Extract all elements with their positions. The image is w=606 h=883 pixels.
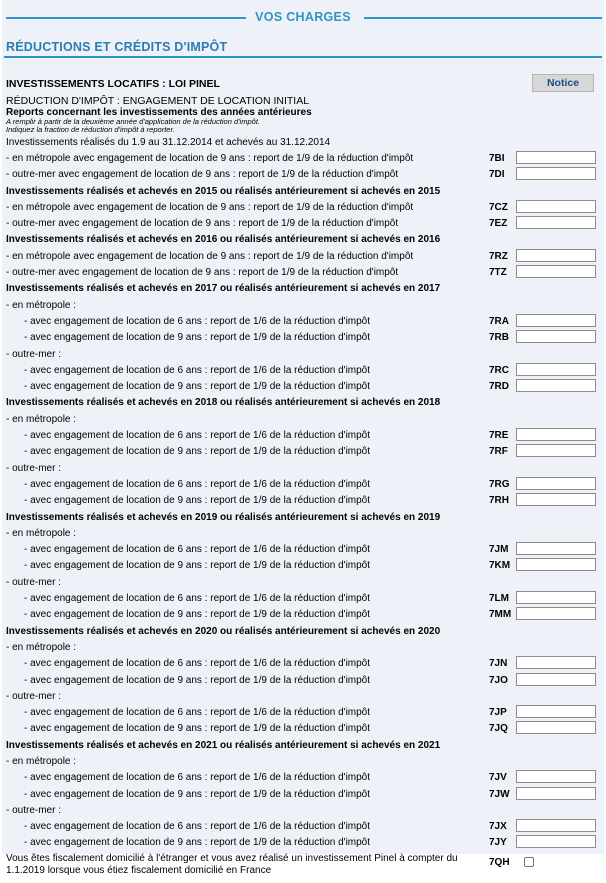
amount-input-7lm[interactable]	[516, 591, 596, 604]
year-heading-2016: Investissements réalisés et achevés en 2016 ou réalisés antérieurement si achevés en 2016	[6, 234, 441, 246]
box-code: 7JW	[489, 788, 510, 800]
box-code: 7JX	[489, 821, 507, 833]
box-code: 7TZ	[489, 267, 507, 279]
row-label: - outre-mer avec engagement de location de 9 ans : report de 1/9 de la réduction d'impôt	[6, 218, 399, 230]
box-code: 7JM	[489, 544, 509, 556]
form-rows	[2, 151, 604, 852]
amount-input-7jy[interactable]	[516, 835, 596, 848]
amount-input-7jx[interactable]	[516, 819, 596, 832]
row-label: - outre-mer avec engagement de location de 9 ans : report de 1/9 de la réduction d'impôt	[6, 267, 399, 279]
row-7ra	[2, 314, 604, 330]
box-code: 7RZ	[489, 250, 508, 262]
row-label: - en métropole avec engagement de location de 9 ans : report de 1/9 de la réduction d'impôt	[6, 153, 414, 164]
amount-input-7rd[interactable]	[516, 379, 596, 392]
reports-heading: Reports concernant les investissements des années antérieures	[6, 107, 312, 118]
outremer-subheading: - outre-mer :	[6, 576, 62, 588]
row-7jy	[2, 835, 604, 851]
row-7mm	[2, 607, 604, 623]
amount-input-7rg[interactable]	[516, 477, 596, 490]
notice-button[interactable]: Notice	[532, 74, 594, 92]
row-7jq	[2, 721, 604, 737]
row-7cz	[2, 200, 604, 216]
outremer-subheading: - outre-mer :	[6, 348, 62, 360]
box-code: 7MM	[489, 609, 512, 621]
section-divider	[4, 56, 602, 58]
row-7rd	[2, 379, 604, 395]
box-code: 7RG	[489, 478, 510, 490]
amount-input-7di[interactable]	[516, 167, 596, 180]
section-title: RÉDUCTIONS ET CRÉDITS D'IMPÔT	[6, 40, 228, 54]
row-7jv	[2, 770, 604, 786]
row-7qh-code: 7QH	[489, 856, 510, 868]
row-7re	[2, 428, 604, 444]
row-label: - avec engagement de location de 9 ans : report de 1/9 de la réduction d'impôt	[24, 332, 371, 344]
box-code: 7CZ	[489, 201, 508, 213]
row-7ez	[2, 216, 604, 232]
hint-line-1: A remplir à partir de la deuxième année d'application de la réduction d'impôt.	[6, 117, 260, 126]
amount-input-7bi[interactable]	[516, 151, 596, 164]
row-label: - avec engagement de location de 9 ans : report de 1/9 de la réduction d'impôt	[24, 674, 371, 686]
amount-input-7jo[interactable]	[516, 673, 596, 686]
invest-header	[2, 78, 604, 92]
checkbox-7qh[interactable]	[524, 857, 534, 867]
outremer-subheading: - outre-mer :	[6, 462, 62, 474]
row-label: - avec engagement de location de 9 ans : report de 1/9 de la réduction d'impôt	[24, 837, 371, 849]
box-code: 7RD	[489, 381, 510, 393]
row-label: - avec engagement de location de 6 ans : report de 1/6 de la réduction d'impôt	[24, 430, 371, 442]
row-label: - avec engagement de location de 6 ans : report de 1/6 de la réduction d'impôt	[24, 364, 371, 376]
row-label: - en métropole avec engagement de location de 9 ans : report de 1/9 de la réduction d'impôt	[6, 201, 414, 213]
year-heading-2015: Investissements réalisés et achevés en 2015 ou réalisés antérieurement si achevés en 2015	[6, 185, 441, 197]
box-code: 7DI	[489, 169, 505, 181]
form-page	[2, 0, 604, 876]
amount-input-7mm[interactable]	[516, 607, 596, 620]
box-code: 7KM	[489, 560, 511, 572]
row-label: - avec engagement de location de 9 ans : report de 1/9 de la réduction d'impôt	[24, 788, 371, 800]
row-7jp	[2, 705, 604, 721]
box-code: 7JP	[489, 707, 507, 719]
box-code: 7JY	[489, 837, 507, 849]
row-7qh-label: Vous êtes fiscalement domicilié à l'étranger et vous avez réalisé un investissement Pinel à compter du 1.1.2019 lorsque vous étiez fiscalement domicilié en France	[6, 852, 458, 876]
row-7rg	[2, 477, 604, 493]
amount-input-7tz[interactable]	[516, 265, 596, 278]
row-label: - avec engagement de location de 9 ans : report de 1/9 de la réduction d'impôt	[24, 381, 371, 393]
amount-input-7re[interactable]	[516, 428, 596, 441]
box-code: 7JQ	[489, 723, 508, 735]
row-7rh	[2, 493, 604, 509]
box-code: 7JO	[489, 674, 508, 686]
amount-input-7rf[interactable]	[516, 444, 596, 457]
amount-input-7ra[interactable]	[516, 314, 596, 327]
amount-input-7jw[interactable]	[516, 787, 596, 800]
row-7rb	[2, 330, 604, 346]
invest-title: INVESTISSEMENTS LOCATIFS : LOI PINEL	[6, 78, 220, 90]
box-code: 7RB	[489, 332, 510, 344]
amount-input-7ez[interactable]	[516, 216, 596, 229]
row-label: - avec engagement de location de 6 ans : report de 1/6 de la réduction d'impôt	[24, 658, 371, 670]
amount-input-7rc[interactable]	[516, 363, 596, 376]
invest-subtitle: RÉDUCTION D'IMPÔT : ENGAGEMENT DE LOCATION INITIAL	[6, 95, 310, 107]
metropole-subheading: - en métropole :	[6, 527, 77, 539]
metropole-subheading: - en métropole :	[6, 641, 77, 653]
row-label: - avec engagement de location de 6 ans : report de 1/6 de la réduction d'impôt	[24, 478, 371, 490]
row-7jx	[2, 819, 604, 835]
amount-input-7cz[interactable]	[516, 200, 596, 213]
row-label: - avec engagement de location de 9 ans : report de 1/9 de la réduction d'impôt	[24, 723, 371, 735]
row-label: - avec engagement de location de 6 ans : report de 1/6 de la réduction d'impôt	[24, 707, 371, 719]
page-title: VOS CHARGES	[255, 10, 351, 24]
box-code: 7EZ	[489, 218, 508, 230]
row-label: - en métropole avec engagement de location de 9 ans : report de 1/9 de la réduction d'impôt	[6, 250, 414, 262]
row-7jn	[2, 656, 604, 672]
row-7jw	[2, 787, 604, 803]
row-7qh	[2, 853, 604, 883]
outremer-subheading: - outre-mer :	[6, 690, 62, 702]
year-heading: Investissements réalisés et achevés en 2021 ou réalisés antérieurement si achevés en 2021	[6, 739, 441, 751]
row-label: - avec engagement de location de 6 ans : report de 1/6 de la réduction d'impôt	[24, 544, 371, 556]
row-label: - avec engagement de location de 6 ans : report de 1/6 de la réduction d'impôt	[24, 772, 371, 784]
metropole-subheading: - en métropole :	[6, 299, 77, 311]
row-7rz	[2, 249, 604, 265]
row-7di	[2, 167, 604, 183]
box-code: 7JV	[489, 772, 507, 784]
year-heading: Investissements réalisés et achevés en 2018 ou réalisés antérieurement si achevés en 2018	[6, 397, 441, 409]
amount-input-7rh[interactable]	[516, 493, 596, 506]
row-label: - avec engagement de location de 6 ans : report de 1/6 de la réduction d'impôt	[24, 315, 371, 327]
box-code: 7JN	[489, 658, 508, 670]
amount-input-7rb[interactable]	[516, 330, 596, 343]
row-label: - avec engagement de location de 9 ans : report de 1/9 de la réduction d'impôt	[24, 560, 371, 572]
period-2014: Investissements réalisés du 1.9 au 31.12.2014 et achevés au 31.12.2014	[6, 137, 331, 148]
row-label: - outre-mer avec engagement de location de 9 ans : report de 1/9 de la réduction d'impôt	[6, 169, 399, 181]
box-code: 7RE	[489, 430, 509, 442]
row-7tz	[2, 265, 604, 281]
amount-input-7jn[interactable]	[516, 656, 596, 669]
box-code: 7LM	[489, 593, 509, 605]
amount-input-7jm[interactable]	[516, 542, 596, 555]
row-label: - avec engagement de location de 9 ans : report de 1/9 de la réduction d'impôt	[24, 446, 371, 458]
amount-input-7km[interactable]	[516, 558, 596, 571]
box-code: 7BI	[489, 153, 505, 164]
box-code: 7RF	[489, 446, 508, 458]
row-7jm	[2, 542, 604, 558]
metropole-subheading: - en métropole :	[6, 413, 77, 425]
year-heading: Investissements réalisés et achevés en 2020 ou réalisés antérieurement si achevés en 2020	[6, 625, 441, 637]
row-7lm	[2, 591, 604, 607]
row-7bi	[2, 151, 604, 167]
row-7rf	[2, 444, 604, 460]
row-7km	[2, 558, 604, 574]
box-code: 7RC	[489, 364, 510, 376]
row-7rc	[2, 363, 604, 379]
box-code: 7RH	[489, 495, 510, 507]
vos-charges-header	[2, 0, 604, 28]
hint-line-2: Indiquez la fraction de réduction d'impôt à reporter.	[6, 125, 175, 134]
amount-input-7jv[interactable]	[516, 770, 596, 783]
amount-input-7jq[interactable]	[516, 721, 596, 734]
row-label: - avec engagement de location de 9 ans : report de 1/9 de la réduction d'impôt	[24, 609, 371, 621]
year-heading: Investissements réalisés et achevés en 2019 ou réalisés antérieurement si achevés en 2019	[6, 511, 441, 523]
metropole-subheading: - en métropole :	[6, 755, 77, 767]
amount-input-7rz[interactable]	[516, 249, 596, 262]
row-label: - avec engagement de location de 6 ans : report de 1/6 de la réduction d'impôt	[24, 593, 371, 605]
row-label: - avec engagement de location de 6 ans : report de 1/6 de la réduction d'impôt	[24, 821, 371, 833]
row-7jo	[2, 673, 604, 689]
year-heading: Investissements réalisés et achevés en 2017 ou réalisés antérieurement si achevés en 2017	[6, 283, 441, 295]
amount-input-7jp[interactable]	[516, 705, 596, 718]
row-label: - avec engagement de location de 9 ans : report de 1/9 de la réduction d'impôt	[24, 495, 371, 507]
box-code: 7RA	[489, 315, 510, 327]
outremer-subheading: - outre-mer :	[6, 804, 62, 816]
